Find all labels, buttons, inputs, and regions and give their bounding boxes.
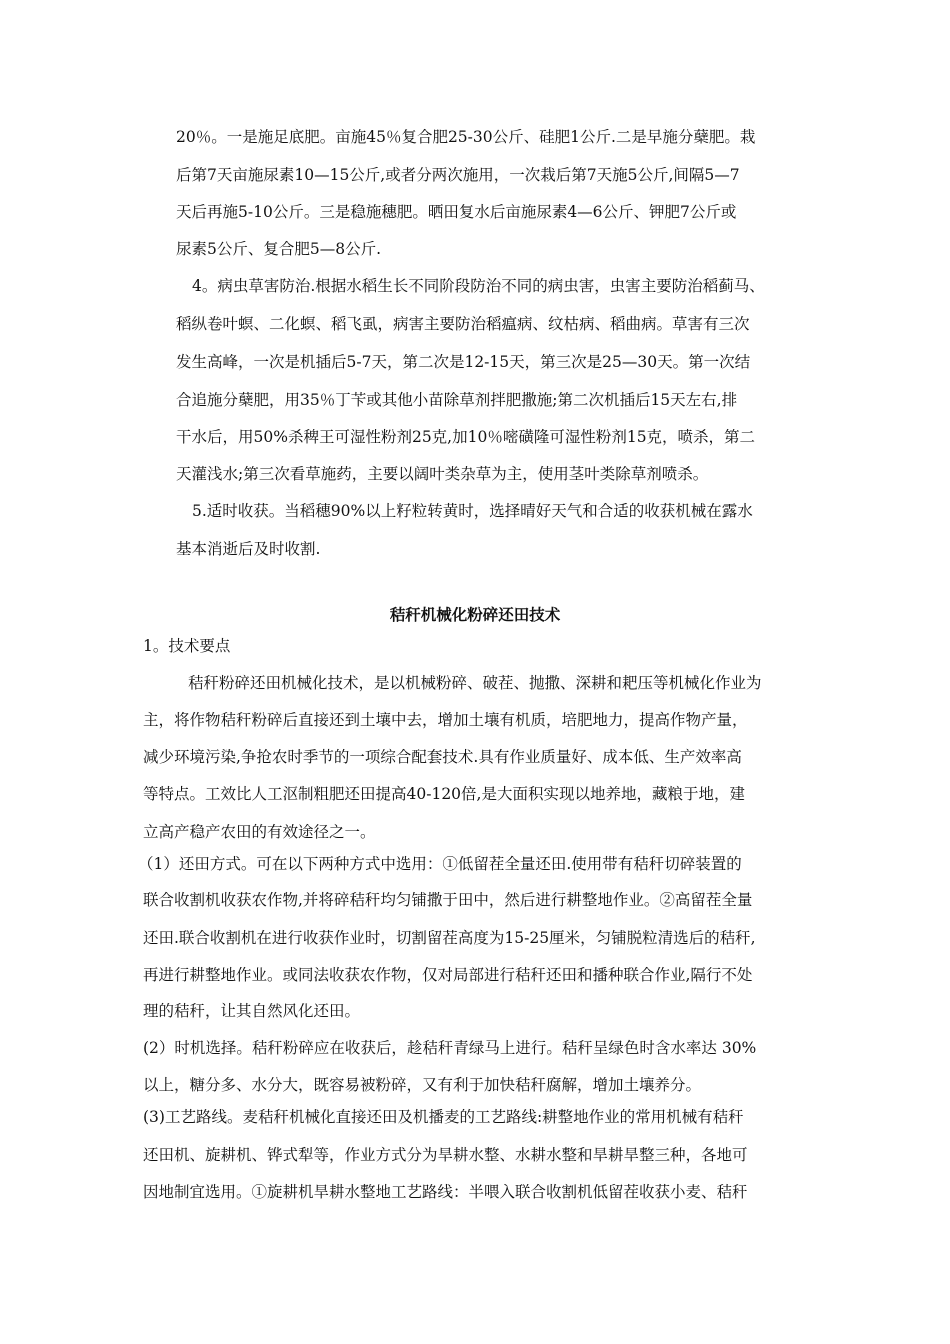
- text-line: 天灌浅水;第三次看草施药，主要以阔叶类杂草为主，使用茎叶类除草剂喷杀。: [176, 465, 709, 483]
- text-line: 立高产稳产农田的有效途径之一。: [143, 823, 376, 841]
- text-line: 合追施分蘖肥，用35％丁苄或其他小苗除草剂拌肥撒施;第二次机插后15天左右,排: [176, 391, 738, 409]
- text-line: 干水后，用50%杀稗王可湿性粉剂25克,加10％嘧磺隆可湿性粉剂15克，喷杀，第二: [176, 428, 756, 446]
- text-line: （1）还田方式。可在以下两种方式中选用：①低留茬全量还田.使用带有秸秆切碎装置的: [138, 855, 742, 873]
- text-line: 基本消逝后及时收割.: [176, 540, 321, 558]
- subheading: 1。技术要点: [143, 637, 231, 655]
- section-heading: 秸秆机械化粉碎还田技术: [389, 605, 561, 624]
- text-line: 5.适时收获。当稻穗90%以上籽粒转黄时，选择晴好天气和合适的收获机械在露水: [192, 502, 753, 520]
- text-line: 后第7天亩施尿素10—15公斤,或者分两次施用，一次栽后第7天施5公斤,间隔5—7: [176, 166, 740, 184]
- text-line: 理的秸秆，让其自然风化还田。: [143, 1002, 361, 1020]
- text-line: 发生高峰，一次是机插后5-7天，第二次是12-15天，第三次是25—30天。第一次结: [176, 353, 751, 371]
- text-line: 天后再施5-10公斤。三是稳施穗肥。晒田复水后亩施尿素4—6公斤、钾肥7公斤或: [176, 203, 737, 221]
- text-line: 再进行耕整地作业。或同法收获农作物，仅对局部进行秸秆还田和播种联合作业,隔行不处: [143, 966, 753, 984]
- text-line: 等特点。工效比人工沤制粗肥还田提高40-120倍,是大面积实现以地养地，藏粮于地，建: [143, 785, 745, 803]
- text-line: 主，将作物秸秆粉碎后直接还到土壤中去，增加土壤有机质，培肥地力，提高作物产量，: [143, 711, 748, 729]
- text-line: 因地制宜选用。①旋耕机旱耕水整地工艺路线：半喂入联合收割机低留茬收获小麦、秸秆: [143, 1183, 748, 1201]
- text-line: 还田机、旋耕机、铧式犁等，作业方式分为旱耕水整、水耕水整和旱耕旱整三种，各地可: [143, 1146, 748, 1164]
- text-line: 联合收割机收获农作物,并将碎秸秆均匀铺撒于田中，然后进行耕整地作业。②高留茬全量: [143, 891, 753, 909]
- text-line: 4。病虫草害防治.根据水稻生长不同阶段防治不同的病虫害，虫害主要防治稻蓟马、: [192, 277, 765, 295]
- text-line: 还田.联合收割机在进行收获作业时，切割留茬高度为15-25厘米，匀铺脱粒清选后的秸秆,: [143, 929, 756, 947]
- text-line: 秸秆粉碎还田机械化技术，是以机械粉碎、破茬、抛撒、深耕和耙压等机械化作业为: [188, 674, 762, 692]
- text-line: (2）时机选择。秸秆粉碎应在收获后，趁秸秆青绿马上进行。秸秆呈绿色时含水率达 30%: [143, 1039, 757, 1057]
- text-line: 20％。一是施足底肥。亩施45％复合肥25-30公斤、硅肥1公斤.二是早施分蘖肥。栽: [176, 128, 756, 146]
- text-line: 减少环境污染,争抢农时季节的一项综合配套技术.具有作业质量好、成本低、生产效率高: [143, 748, 742, 766]
- text-line: 稻纵卷叶螟、二化螟、稻飞虱，病害主要防治稻瘟病、纹枯病、稻曲病。草害有三次: [176, 315, 750, 333]
- text-line: 尿素5公斤、复合肥5—8公斤.: [176, 240, 382, 258]
- text-line: 以上，糖分多、水分大，既容易被粉碎，又有利于加快秸秆腐解，增加土壤养分。: [143, 1076, 702, 1094]
- text-line: (3)工艺路线。麦秸秆机械化直接还田及机播麦的工艺路线:耕整地作业的常用机械有秸秆: [143, 1108, 744, 1126]
